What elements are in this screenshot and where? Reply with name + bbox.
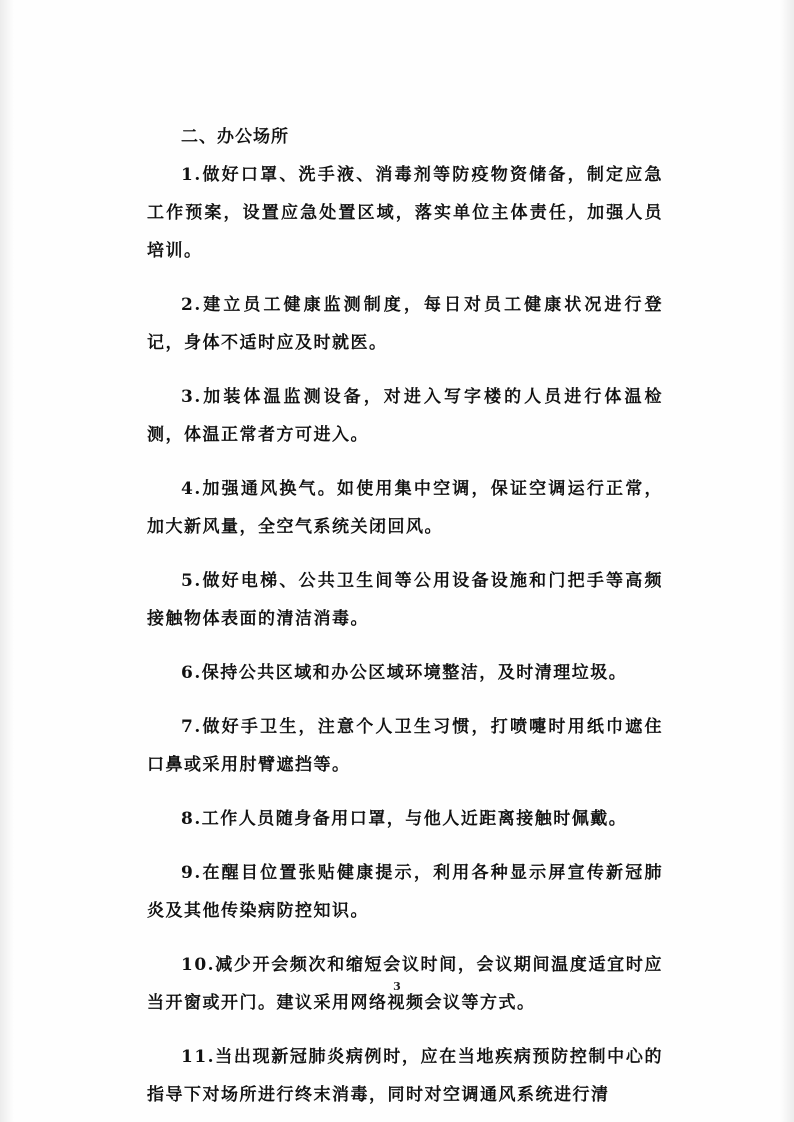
- list-item-5: 5.做好电梯、公共卫生间等公用设备设施和门把手等高频接触物体表面的清洁消毒。: [147, 571, 663, 629]
- document-body: [147, 118, 663, 1114]
- section-heading: 二、办公场所: [181, 127, 289, 147]
- list-item-7: 7.做好手卫生，注意个人卫生习惯，打喷嚏时用纸巾遮住口鼻或采用肘臂遮挡等。: [147, 717, 663, 775]
- list-item-8: 8.工作人员随身备用口罩，与他人近距离接触时佩戴。: [181, 809, 628, 829]
- list-item-1: 1.做好口罩、洗手液、消毒剂等防疫物资储备，制定应急工作预案，设置应急处置区域，落实单位主体责任，加强人员培训。: [147, 165, 663, 261]
- list-item-6: 6.保持公共区域和办公区域环境整洁，及时清理垃圾。: [181, 663, 628, 683]
- page-number: 3: [393, 980, 401, 993]
- list-item-10: 10.减少开会频次和缩短会议时间，会议期间温度适宜时应当开窗或开门。建议采用网络视频会议等方式。: [147, 955, 663, 1013]
- list-item-3: 3.加装体温监测设备，对进入写字楼的人员进行体温检测，体温正常者方可进入。: [147, 387, 663, 445]
- list-item-9: 9.在醒目位置张贴健康提示，利用各种显示屏宣传新冠肺炎及其他传染病防控知识。: [147, 863, 663, 921]
- scan-shadow-right: [780, 0, 794, 1122]
- scan-shadow-left: [0, 0, 14, 1122]
- list-item-4: 4.加强通风换气。如使用集中空调，保证空调运行正常，加大新风量，全空气系统关闭回风。: [147, 479, 663, 537]
- list-item-2: 2.建立员工健康监测制度，每日对员工健康状况进行登记，身体不适时应及时就医。: [147, 295, 663, 353]
- list-item-11: 11.当出现新冠肺炎病例时，应在当地疾病预防控制中心的指导下对场所进行终末消毒，同时对空调通风系统进行清: [147, 1047, 663, 1105]
